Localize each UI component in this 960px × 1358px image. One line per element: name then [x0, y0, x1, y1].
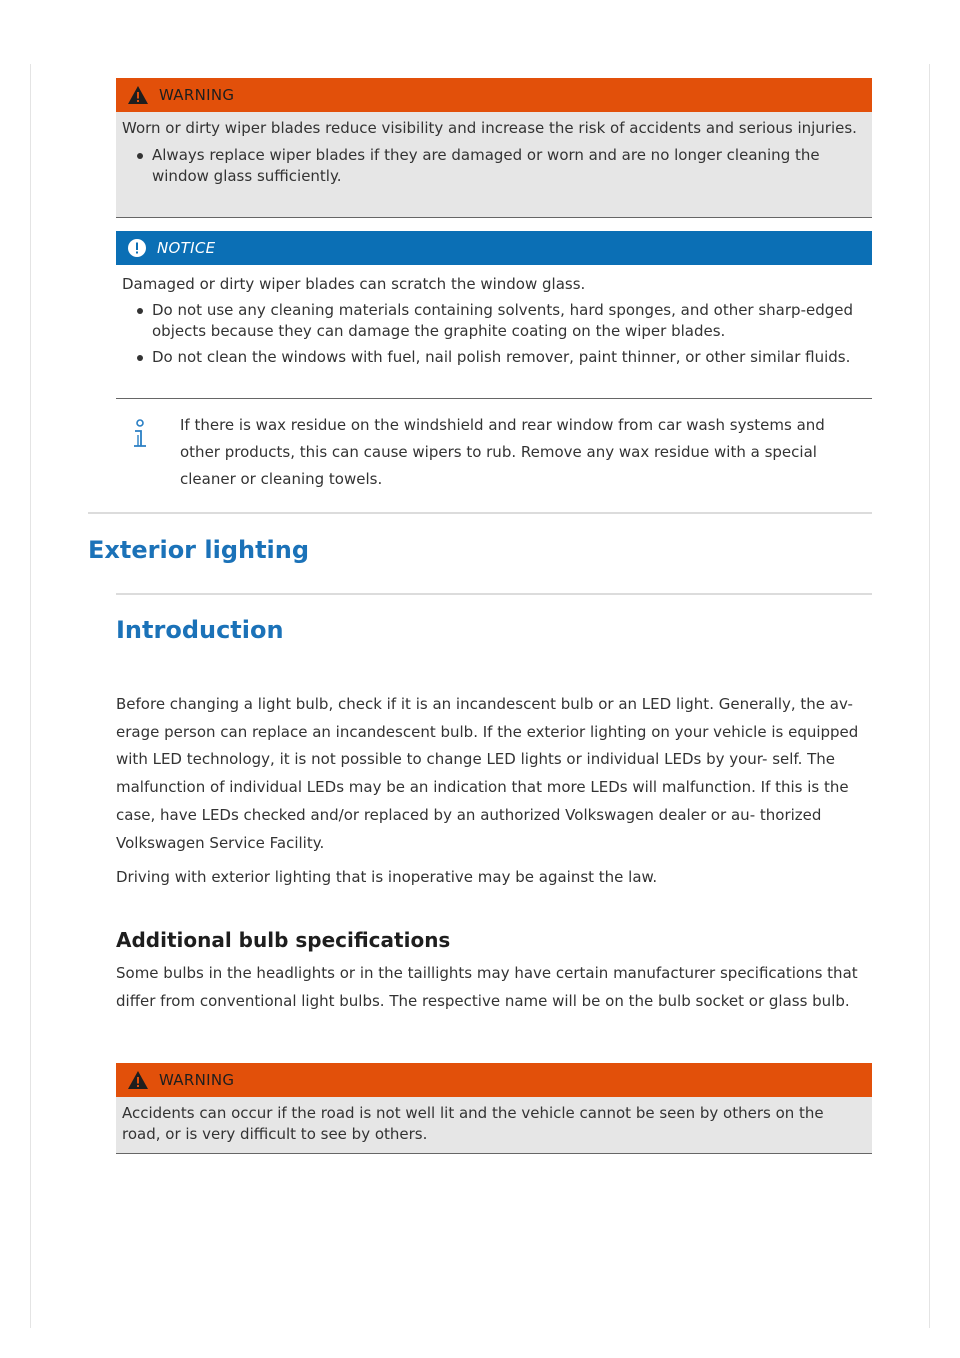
warning-text: Worn or dirty wiper blades reduce visibility and increase the risk of accidents and serious injuries.	[122, 119, 857, 137]
warning-triangle-icon	[127, 1070, 149, 1090]
warning-header	[116, 1063, 872, 1097]
bullet-dot	[137, 355, 143, 361]
notice-body	[116, 268, 872, 368]
notice-bullet: Do not clean the windows with fuel, nail polish remover, paint thinner, or other similar fluids.	[128, 347, 866, 368]
bullet-dot	[137, 153, 143, 159]
section-title: Exterior lighting	[88, 536, 310, 564]
introduction-paragraph: Before changing a light bulb, check if it is an incandescent bulb or an LED light. Generally, the av- erage person can replace an incandescent bulb. If the exterior lighting on your vehicle is equipped with LED technology, it is not possible to change LED lights or individual LEDs by your- self. The malfunction of individual LEDs may be an indication that more LEDs will malfunction. If this is the case, have LEDs checked and/or replaced by an authorized Volkswagen dealer or au- thorized Volkswagen Service Facility.	[116, 695, 859, 852]
warning-bullet: Always replace wiper blades if they are damaged or worn and are no longer cleaning the window glass sufficiently.	[128, 145, 866, 187]
page-margin-right	[929, 64, 930, 1328]
warning-triangle-icon	[127, 85, 149, 105]
exclamation-circle-icon	[127, 238, 147, 258]
notice-label: NOTICE	[157, 239, 216, 257]
notice-bottom-rule	[116, 398, 872, 399]
notice-header	[116, 231, 872, 265]
introduction-note: Driving with exterior lighting that is inoperative may be against the law.	[116, 868, 658, 886]
section-separator	[88, 512, 872, 514]
bulb-specs-text: Some bulbs in the headlights or in the taillights may have certain manufacturer specifications that differ from conventional light bulbs. The respective name will be on the bulb socket or glass bulb.	[116, 964, 858, 1010]
warning-body	[116, 112, 872, 217]
notice-text: Damaged or dirty wiper blades can scratch the window glass.	[122, 275, 586, 293]
page-margin-left	[30, 64, 31, 1328]
subsection-separator	[116, 593, 872, 595]
bullet-dot	[137, 308, 143, 314]
warning-header	[116, 78, 872, 112]
introduction-title: Introduction	[116, 616, 284, 644]
warning-label: WARNING	[159, 1071, 235, 1089]
warning-bottom-rule	[116, 217, 872, 218]
warning-text: Accidents can occur if the road is not well lit and the vehicle cannot be seen by others on the road, or is very difficult to see by others.	[122, 1104, 824, 1143]
warning-label: WARNING	[159, 86, 235, 104]
bulb-specs-title: Additional bulb specifications	[116, 928, 451, 952]
notice-bullet: Do not use any cleaning materials containing solvents, hard sponges, and other sharp-edged objects because they can damage the graphite coating on the wiper blades.	[128, 300, 866, 342]
warning-body	[116, 1097, 872, 1153]
info-tip-icon	[132, 418, 148, 454]
tip-text: If there is wax residue on the windshield and rear window from car wash systems and other products, this can cause wipers to rub. Remove any wax residue with a special cleaner or cleaning towels.	[180, 416, 825, 488]
warning-bottom-rule	[116, 1153, 872, 1154]
